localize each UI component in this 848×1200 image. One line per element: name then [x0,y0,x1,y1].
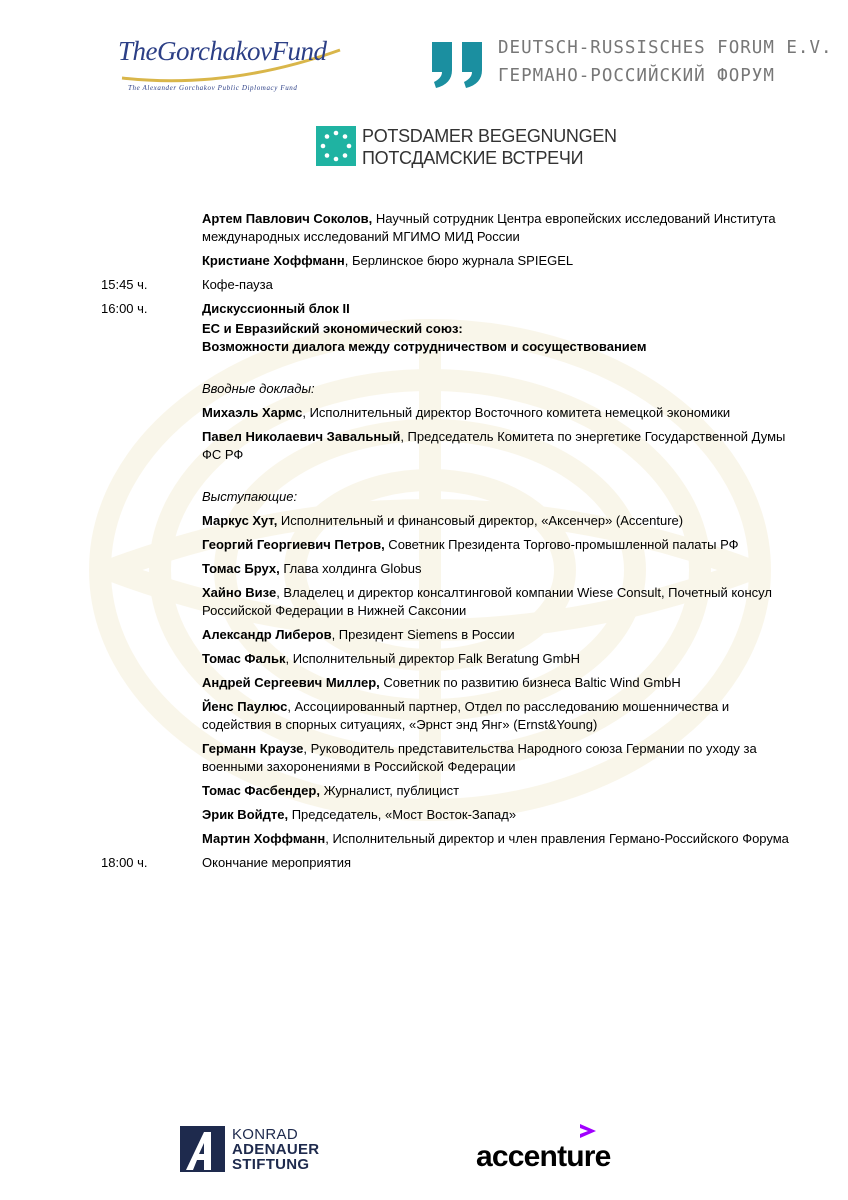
list-item [0,806,848,824]
speaker-role: , Исполнительный директор Falk Beratung GmbH [285,651,581,666]
section-label: Вводные доклады: [202,381,315,396]
speaker-name: Георгий Георгиевич Петров, [202,537,385,552]
time-label: 16:00 ч. [101,301,148,316]
list-item [0,252,848,270]
speaker-name: Хайно Визе [202,585,277,600]
session-topic [202,320,802,356]
speaker-name: Андрей Сергеевич Миллер, [202,675,380,690]
list-item [0,626,848,644]
speaker-role: Исполнительный и финансовый директор, «Аксенчер» (Accenture) [277,513,684,528]
session-title: Окончание мероприятия [202,855,352,870]
list-item [0,584,848,620]
speaker-role: , Исполнительный директор и член правления Германо-Российского Форума [325,831,789,846]
list-item [0,300,848,318]
accenture-wordmark: accenture [476,1140,611,1173]
speaker-role: , Председатель Комитета по энергетике Государственной Думы ФС РФ [202,429,786,462]
speaker-role: Председатель, «Мост Восток-Запад» [288,807,517,822]
list-item [0,740,848,776]
list-item [0,536,848,554]
list-item [0,380,848,398]
speaker-name: Михаэль Хармс [202,405,303,420]
gorchakov-subtitle: The Alexander Gorchakov Public Diplomacy Fund [128,84,298,92]
speaker-name: Маркус Хут, [202,513,278,528]
speaker-name: Томас Фасбендер, [202,783,320,798]
session-title: Дискуссионный блок II [202,301,350,316]
kas-line-1: KONRAD [232,1126,298,1143]
potsdam-logo [316,126,617,170]
speaker-role: , Руководитель представительства Народного союза Германии по уходу за военными захоронениями в Российской Федерации [202,741,757,774]
list-item [0,830,848,848]
list-item [0,854,848,872]
speaker-role: , Президент Siemens в России [331,627,515,642]
session-topic-line: Возможности диалога между сотрудничеством и сосуществованием [202,339,647,354]
list-item [0,320,848,356]
speaker-name: Томас Брух, [202,561,280,576]
list-item [0,512,848,530]
speaker-role: Глава холдинга Globus [279,561,422,576]
gorchakov-title: TheGorchakovFund [118,36,327,66]
speaker-role: Советник по развитию бизнеса Baltic Wind GmbH [379,675,681,690]
speaker-role: , Владелец и директор консалтинговой компании Wiese Consult, Почетный консул Российской Федерации в Нижней Саксонии [202,585,772,618]
speaker-role: Советник Президента Торгово-промышленной палаты РФ [384,537,739,552]
list-item [0,404,848,422]
kas-line-3: STIFTUNG [232,1156,310,1173]
list-item [0,276,848,294]
list-item [0,698,848,734]
time-label: 18:00 ч. [101,855,148,870]
time-label: 15:45 ч. [101,277,148,292]
accenture-logo [476,1122,676,1176]
speaker-name: Артем Павлович Соколов, [202,211,373,226]
speaker-role: , Ассоциированный партнер, Отдел по расследованию мошенничества и содействия в спорных ситуациях, «Эрнст энд Янг» (Ernst&Young) [202,699,730,732]
speaker-name: Томас Фальк [202,651,286,666]
potsdam-name-de: POTSDAMER BEGEGNUNGEN [362,126,617,146]
drf-name-ru: ГЕРМАНО-РОССИЙСКИЙ ФОРУМ [498,66,775,86]
list-item [0,428,848,464]
kas-line-2: ADENAUER [232,1141,320,1158]
quote-marks-icon [430,40,486,90]
session-title: Кофе-пауза [202,277,273,292]
potsdam-name-ru: ПОТСДАМСКИЕ ВСТРЕЧИ [362,148,584,168]
speaker-role: , Берлинское бюро журнала SPIEGEL [344,253,574,268]
speaker-name: Эрик Войдте, [202,807,289,822]
speaker-name: Йенс Паулюс [202,699,288,714]
list-item [0,560,848,578]
session-topic-line: ЕС и Евразийский экономический союз: [202,321,463,336]
speaker-name: Александр Либеров [202,627,332,642]
section-label: Выступающие: [202,489,298,504]
list-item [0,674,848,692]
list-item [0,782,848,800]
speaker-name: Кристиане Хоффманн [202,253,345,268]
drf-name-de: DEUTSCH-RUSSISCHES FORUM E.V. [498,38,833,58]
list-item [0,210,848,246]
speaker-name: Германн Краузе [202,741,304,756]
drf-logo [430,38,833,92]
speaker-role: , Исполнительный директор Восточного комитета немецкой экономики [302,405,731,420]
speaker-name: Павел Николаевич Завальный [202,429,401,444]
kas-logo [180,1126,360,1172]
gorchakov-fund-logo [118,36,343,98]
list-item [0,650,848,668]
list-item [0,488,848,506]
program-list [0,210,848,878]
speaker-name: Мартин Хоффманн [202,831,326,846]
speaker-role: Журналист, публицист [319,783,460,798]
kas-a-logo-icon [180,1126,225,1172]
speaker-role: Научный сотрудник Центра европейских исследований Института международных исследований МГИМО МИД России [202,211,776,244]
dots-circle-icon [316,126,356,166]
